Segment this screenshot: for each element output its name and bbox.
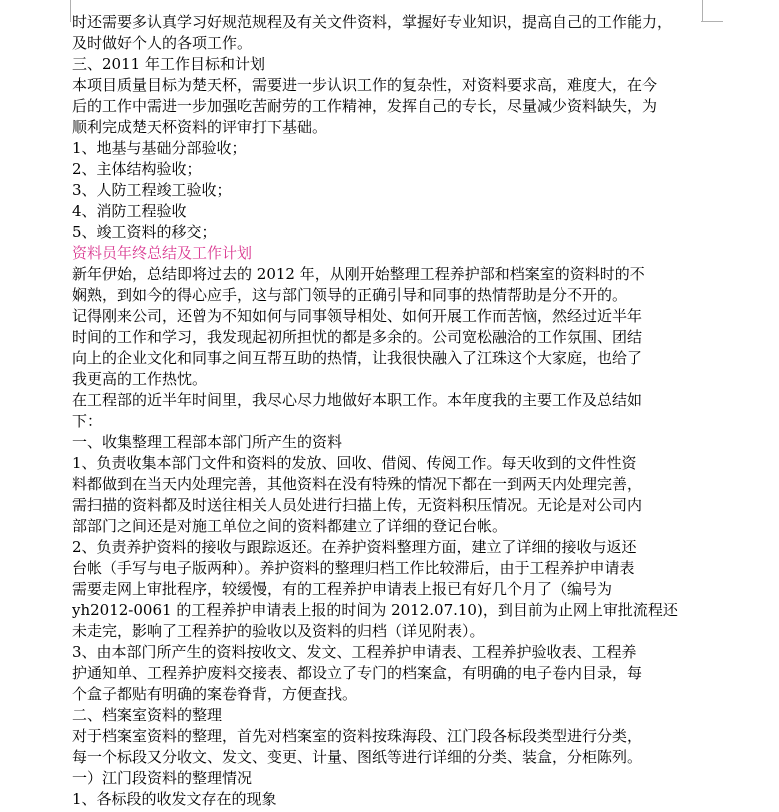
text-line: 1、负责收集本部门文件和资料的发放、回收、借阅、传阅工作。每天收到的文件性资 <box>72 454 637 472</box>
document-body <box>72 12 702 810</box>
text-line: 每一个标段又分收文、发文、变更、计量、图纸等进行详细的分类、装盒，分柜陈列。 <box>72 748 643 766</box>
text-line: 1、各标段的收发文存在的现象 <box>72 790 277 808</box>
text-line: 台帐（手写与电子版两种）。养护资料的整理归档工作比较滞后，由于工程养护申请表 <box>72 559 635 577</box>
text-line: 2、负责养护资料的接收与跟踪返还。在养护资料整理方面，建立了详细的接收与返还 <box>72 538 637 556</box>
text-line: 本项目质量目标为楚天杯，需要进一步认识工作的复杂性，对资料要求高，难度大，在今 <box>72 76 658 94</box>
text-line: 一）江门段资料的整理情况 <box>72 769 253 787</box>
text-line: 顺利完成楚天杯资料的评审打下基础。 <box>72 118 328 136</box>
text-line: 三、2011 年工作目标和计划 <box>72 55 265 73</box>
text-line: 1、地基与基础分部验收； <box>72 139 247 157</box>
text-line: 向上的企业文化和同事之间互帮互助的热情，让我很快融入了江珠这个大家庭，也给了 <box>72 349 643 367</box>
section-heading-link[interactable]: 资料员年终总结及工作计划 <box>72 244 253 262</box>
text-line: 4、消防工程验收 <box>72 202 187 220</box>
text-line: 3、由本部门所产生的资料按收文、发文、工程养护申请表、工程养护验收表、工程养 <box>72 643 637 661</box>
text-line: 二、档案室资料的整理 <box>72 706 223 724</box>
text-line: 一、收集整理工程部本部门所产生的资料 <box>72 433 343 451</box>
text-line: 料都做到在当天内处理完善，其他资料在没有特殊的情况下都在一到两天内处理完善， <box>72 475 643 493</box>
text-line: 未走完，影响了工程养护的验收以及资料的归档（详见附表）。 <box>72 622 485 640</box>
text-line: yh2012-0061 的工程养护申请表上报的时间为 2012.07.10)，到目前为止网上审批流程还 <box>72 601 678 619</box>
text-line: 5、竣工资料的移交； <box>72 223 217 241</box>
text-line: 娴熟，到如今的得心应手，这与部门领导的正确引导和同事的热情帮助是分不开的。 <box>72 286 628 304</box>
text-line: 记得刚来公司，还曾为不知如何与同事领导相处、如何开展工作而苦恼，然经过近半年 <box>72 307 643 325</box>
text-line: 部部门之间还是对施工单位之间的资料都建立了详细的登记台帐。 <box>72 517 508 535</box>
text-line: 时间的工作和学习，我发现起初所担忧的都是多余的。公司宽松融洽的工作氛围、团结 <box>72 328 643 346</box>
text-line: 2、主体结构验收； <box>72 160 202 178</box>
text-line: 需扫描的资料都及时送往相关人员处进行扫描上传，无资料积压情况。无论是对公司内 <box>72 496 643 514</box>
text-line: 护通知单、工程养护废料交接表、都设立了专门的档案盒，有明确的电子卷内目录，每 <box>72 664 643 682</box>
text-line: 下： <box>72 412 103 430</box>
text-line: 我更高的工作热忱。 <box>72 370 208 388</box>
text-line: 后的工作中需进一步加强吃苦耐劳的工作精神，发挥自己的专长，尽量减少资料缺失，为 <box>72 97 658 115</box>
text-line: 对于档案室资料的整理，首先对档案室的资料按珠海段、江门段各标段类型进行分类， <box>72 727 643 745</box>
page-corner-mark <box>69 0 71 22</box>
text-line: 3、人防工程竣工验收； <box>72 181 232 199</box>
text-line: 需要走网上审批程序，较缓慢，有的工程养护申请表上报已有好几个月了（编号为 <box>72 580 613 598</box>
text-line: 及时做好个人的各项工作。 <box>72 34 253 52</box>
text-line: 个盒子都贴有明确的案卷脊背，方便查找。 <box>72 685 358 703</box>
text-line: 时还需要多认真学习好规范规程及有关文件资料，掌握好专业知识，提高自己的工作能力， <box>72 13 673 31</box>
page-corner-mark <box>701 21 723 23</box>
text-line: 在工程部的近半年时间里，我尽心尽力地做好本职工作。本年度我的主要工作及总结如 <box>72 391 643 409</box>
text-line: 新年伊始，总结即将过去的 2012 年，从刚开始整理工程养护部和档案室的资料时的不 <box>72 265 645 283</box>
